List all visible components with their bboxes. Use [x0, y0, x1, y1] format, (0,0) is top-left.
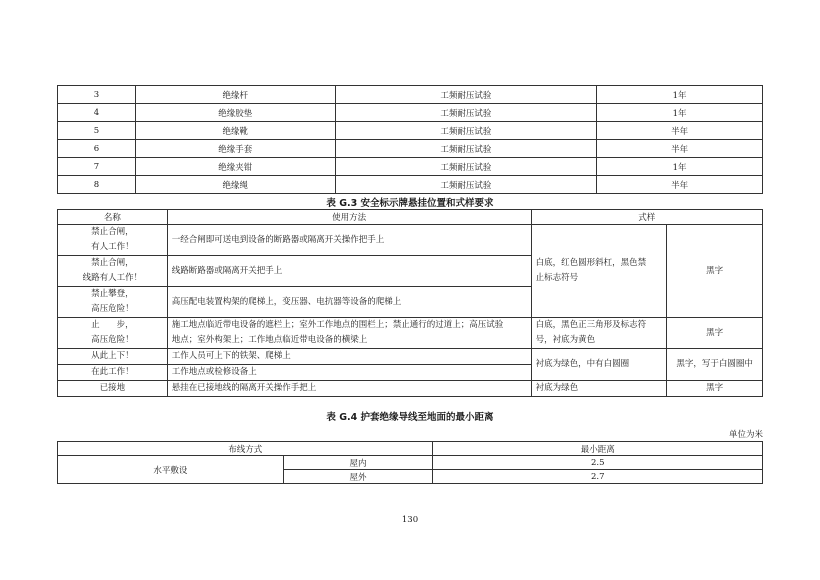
- test-period: 半年: [597, 122, 763, 140]
- test-period: 半年: [597, 176, 763, 194]
- sign-usage: 工作人员可上下的铁架、爬梯上: [167, 349, 531, 365]
- test-period: 半年: [597, 140, 763, 158]
- test-item: 工频耐压试验: [335, 158, 597, 176]
- sign-usage: 工作地点或检修设备上: [167, 365, 531, 381]
- table-row: [58, 158, 763, 176]
- tool-name: 绝缘手套: [135, 140, 335, 158]
- sign-name-line: 禁止合闸，: [91, 258, 134, 268]
- test-item: 工频耐压试验: [335, 104, 597, 122]
- sign-name-line: 有人工作！: [91, 242, 134, 252]
- test-item: 工频耐压试验: [335, 176, 597, 194]
- table-row: [58, 318, 763, 349]
- test-item: 工频耐压试验: [335, 140, 597, 158]
- min-distance: 2.7: [433, 470, 763, 484]
- table-row: [58, 456, 763, 470]
- sign-name: 在此工作！: [58, 365, 168, 381]
- table-g3-caption: 表 G.3 安全标示牌悬挂位置和式样要求: [326, 198, 494, 209]
- min-distance-table: [57, 441, 763, 484]
- sign-name: [58, 225, 168, 256]
- style-grounded-text: 黑字: [667, 381, 763, 397]
- location: 屋外: [283, 470, 433, 484]
- style-line: 白底，黑色正三角形及标志符: [535, 320, 647, 330]
- row-number: 7: [58, 158, 136, 176]
- tool-name: 绝缘靴: [135, 122, 335, 140]
- test-period-table: [57, 85, 763, 194]
- style-grounded: 衬底为绿色: [531, 381, 667, 397]
- style-instruction: 衬底为绿色，中有白圆圈: [531, 349, 667, 381]
- sign-name-line: 高压危险！: [91, 335, 134, 345]
- style-instruction-text: 黑字，写于白圆圈中: [667, 349, 763, 381]
- header-style: 式样: [531, 210, 762, 225]
- usage-line: 地点；室外构架上；工作地点临近带电设备的横梁上: [171, 335, 368, 345]
- tool-name: 绝缘夹钳: [135, 158, 335, 176]
- sign-name: [58, 287, 168, 318]
- table-row: [58, 140, 763, 158]
- row-number: 4: [58, 104, 136, 122]
- table-header-row: [58, 210, 763, 225]
- style-line: 号，衬底为黄色: [535, 335, 596, 345]
- sign-name-line: 线路有人工作！: [82, 273, 143, 283]
- sign-name: [58, 256, 168, 287]
- sign-name: 已接地: [58, 381, 168, 397]
- test-item: 工频耐压试验: [335, 122, 597, 140]
- sign-usage: 一经合闸即可送电到设备的断路器或隔离开关操作把手上: [167, 225, 531, 256]
- sign-name-line: 禁止攀登，: [91, 289, 134, 299]
- sign-name-line: 高压危险！: [91, 304, 134, 314]
- sign-name-line: 止 步，: [91, 320, 134, 330]
- table-header-row: [58, 442, 763, 456]
- test-item: 工频耐压试验: [335, 86, 597, 104]
- style-prohibit-text: 黑字: [667, 225, 763, 318]
- test-period: 1年: [597, 86, 763, 104]
- header-name: 名称: [58, 210, 168, 225]
- row-number: 6: [58, 140, 136, 158]
- tool-name: 绝缘杆: [135, 86, 335, 104]
- header-usage: 使用方法: [167, 210, 531, 225]
- row-number: 3: [58, 86, 136, 104]
- style-warning: [531, 318, 667, 349]
- table-g4-caption: 表 G.4 护套绝缘导线至地面的最小距离: [326, 412, 494, 423]
- row-number: 5: [58, 122, 136, 140]
- table-row: [58, 86, 763, 104]
- sign-usage: 线路断路器或隔离开关把手上: [167, 256, 531, 287]
- table-row: [58, 104, 763, 122]
- table-row: [58, 122, 763, 140]
- sign-name-line: 禁止合闸，: [91, 227, 134, 237]
- tool-name: 绝缘胶垫: [135, 104, 335, 122]
- sign-name: [58, 318, 168, 349]
- sign-usage: 悬挂在已接地线的隔离开关操作手把上: [167, 381, 531, 397]
- style-line: 白底，红色圆形斜杠，黑色禁: [535, 258, 647, 268]
- test-period: 1年: [597, 104, 763, 122]
- safety-sign-table: [57, 209, 763, 397]
- table-row: [58, 225, 763, 256]
- usage-line: 施工地点临近带电设备的遮栏上；室外工作地点的围栏上；禁止通行的过道上；高压试验: [171, 320, 504, 330]
- test-period: 1年: [597, 158, 763, 176]
- style-prohibit: [531, 225, 667, 318]
- table-row: [58, 349, 763, 365]
- tool-name: 绝缘绳: [135, 176, 335, 194]
- table-row: [58, 381, 763, 397]
- table-row: [58, 176, 763, 194]
- style-line: 止标志符号: [535, 273, 579, 283]
- row-number: 8: [58, 176, 136, 194]
- wiring-method: 水平敷设: [58, 456, 284, 484]
- style-warning-text: 黑字: [667, 318, 763, 349]
- unit-label: 单位为米: [728, 430, 763, 440]
- min-distance: 2.5: [433, 456, 763, 470]
- sign-name: 从此上下！: [58, 349, 168, 365]
- page-number: 130: [401, 515, 419, 525]
- header-method: 布线方式: [58, 442, 433, 456]
- sign-usage: [167, 318, 531, 349]
- location: 屋内: [283, 456, 433, 470]
- sign-usage: 高压配电装置构架的爬梯上，变压器、电抗器等设备的爬梯上: [167, 287, 531, 318]
- header-distance: 最小距离: [433, 442, 763, 456]
